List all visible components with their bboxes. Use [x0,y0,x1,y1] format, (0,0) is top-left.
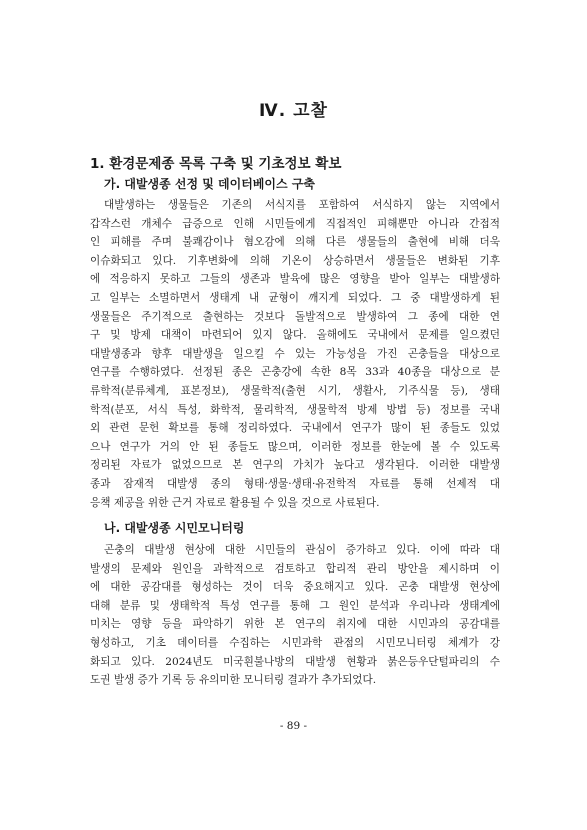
text-line: 대해 분류 및 생태학적 특성 연구를 통해 그 원인 분석과 우리나라 생태계에 [90,599,500,612]
text-line: 대발생하는 생물들은 기존의 서식지를 포함하여 서식하지 않는 지역에서 [104,199,500,211]
text-line: 고 일부는 소멸하면서 생태계 내 균형이 깨지게 되었다. 그 중 대발생하게 된 [90,291,500,304]
text-line: 인 피해를 주며 불쾌감이나 혐오감에 의해 다른 생물들의 출현에 비해 더욱 [90,236,500,249]
text-line: 대발생종과 향후 대발생을 일으킬 수 있는 가능성을 가진 곤충들을 대상으로 [90,347,500,360]
text-line: 종과 잠재적 대발생 종의 형태·생물·생태·유전학적 자료를 통해 선제적 대 [90,477,500,490]
subsection-heading-a: 가. 대발생종 선정 및 데이터베이스 구축 [104,177,315,191]
paragraph-citizen-monitoring [90,541,500,690]
text-line: 생물들은 주기적으로 출현하는 것보다 돌발적으로 발생하여 그 종에 대한 연 [90,310,500,323]
text-line: 연구를 수행하였다. 선정된 종은 곤충강에 속한 8목 33과 40종을 대상으로 분 [90,366,500,379]
text-line: 류학적(분류체계, 표본정보), 생물학적(출현 시기, 생활사, 기주식물 등), 생태 [90,384,500,397]
text-line: 발생의 문제와 원인을 과학적으로 검토하고 합리적 관리 방안을 제시하며 이 [90,562,500,575]
text-line: 형성하고, 기초 데이터를 수집하는 시민과학 관점의 시민모니터링 체계가 강 [90,636,500,649]
text-line: 도권 발생 증가 기록 등 유의미한 모니터링 결과가 추가되었다. [90,674,377,687]
subsection-heading-b: 나. 대발생종 시민모니터링 [104,521,245,535]
text-line: 으나 연구가 거의 안 된 종들도 많으며, 이러한 정보를 한눈에 볼 수 있도록 [90,440,500,453]
section-heading: 1. 환경문제종 목록 구축 및 기초정보 확보 [90,156,342,172]
text-line: 갑작스런 개체수 급증으로 인해 시민들에게 직접적인 피해뿐만 아니라 간접적 [90,217,500,230]
text-line: 구 및 방제 대책이 마련되어 있지 않다. 올해에도 국내에서 문제를 일으켰던 [90,329,500,342]
text-line: 미치는 영향 등을 파악하기 위한 본 연구의 취지에 대한 시민과의 공감대를 [90,618,500,631]
chapter-title: Ⅳ. 고찰 [259,101,328,121]
text-line: 응책 제공을 위한 근거 자료로 활용될 수 있을 것으로 사료된다. [90,496,380,509]
text-line: 곤충의 대발생 현상에 대한 시민들의 관심이 증가하고 있다. 이에 따라 대 [104,544,500,556]
text-line: 정리된 자료가 없었으므로 본 연구의 가치가 높다고 생각된다. 이러한 대발생 [90,459,500,472]
text-line: 에 대한 공감대를 형성하는 것이 더욱 중요해지고 있다. 곤충 대발생 현상에 [90,581,500,594]
text-line: 화되고 있다. 2024년도 미국흰불나방의 대발생 현황과 붉은등우단털파리의 수 [90,655,500,668]
text-line: 에 적응하지 못하고 그들의 생존과 발육에 많은 영향을 받아 일부는 대발생하 [90,273,500,286]
paragraph-outbreak-species [90,196,500,512]
page-number: - 89 - [279,720,308,732]
text-line: 외 관련 문헌 확보를 통해 정리하였다. 국내에서 연구가 많이 된 종들도 있었 [90,422,500,435]
text-line: 이슈화되고 있다. 기후변화에 의해 기온이 상승하면서 생물들은 변화된 기후 [90,254,500,267]
text-line: 학적(분포, 서식 특성, 화학적, 물리학적, 생물학적 방제 방법 등) 정보를 국내 [90,403,500,416]
